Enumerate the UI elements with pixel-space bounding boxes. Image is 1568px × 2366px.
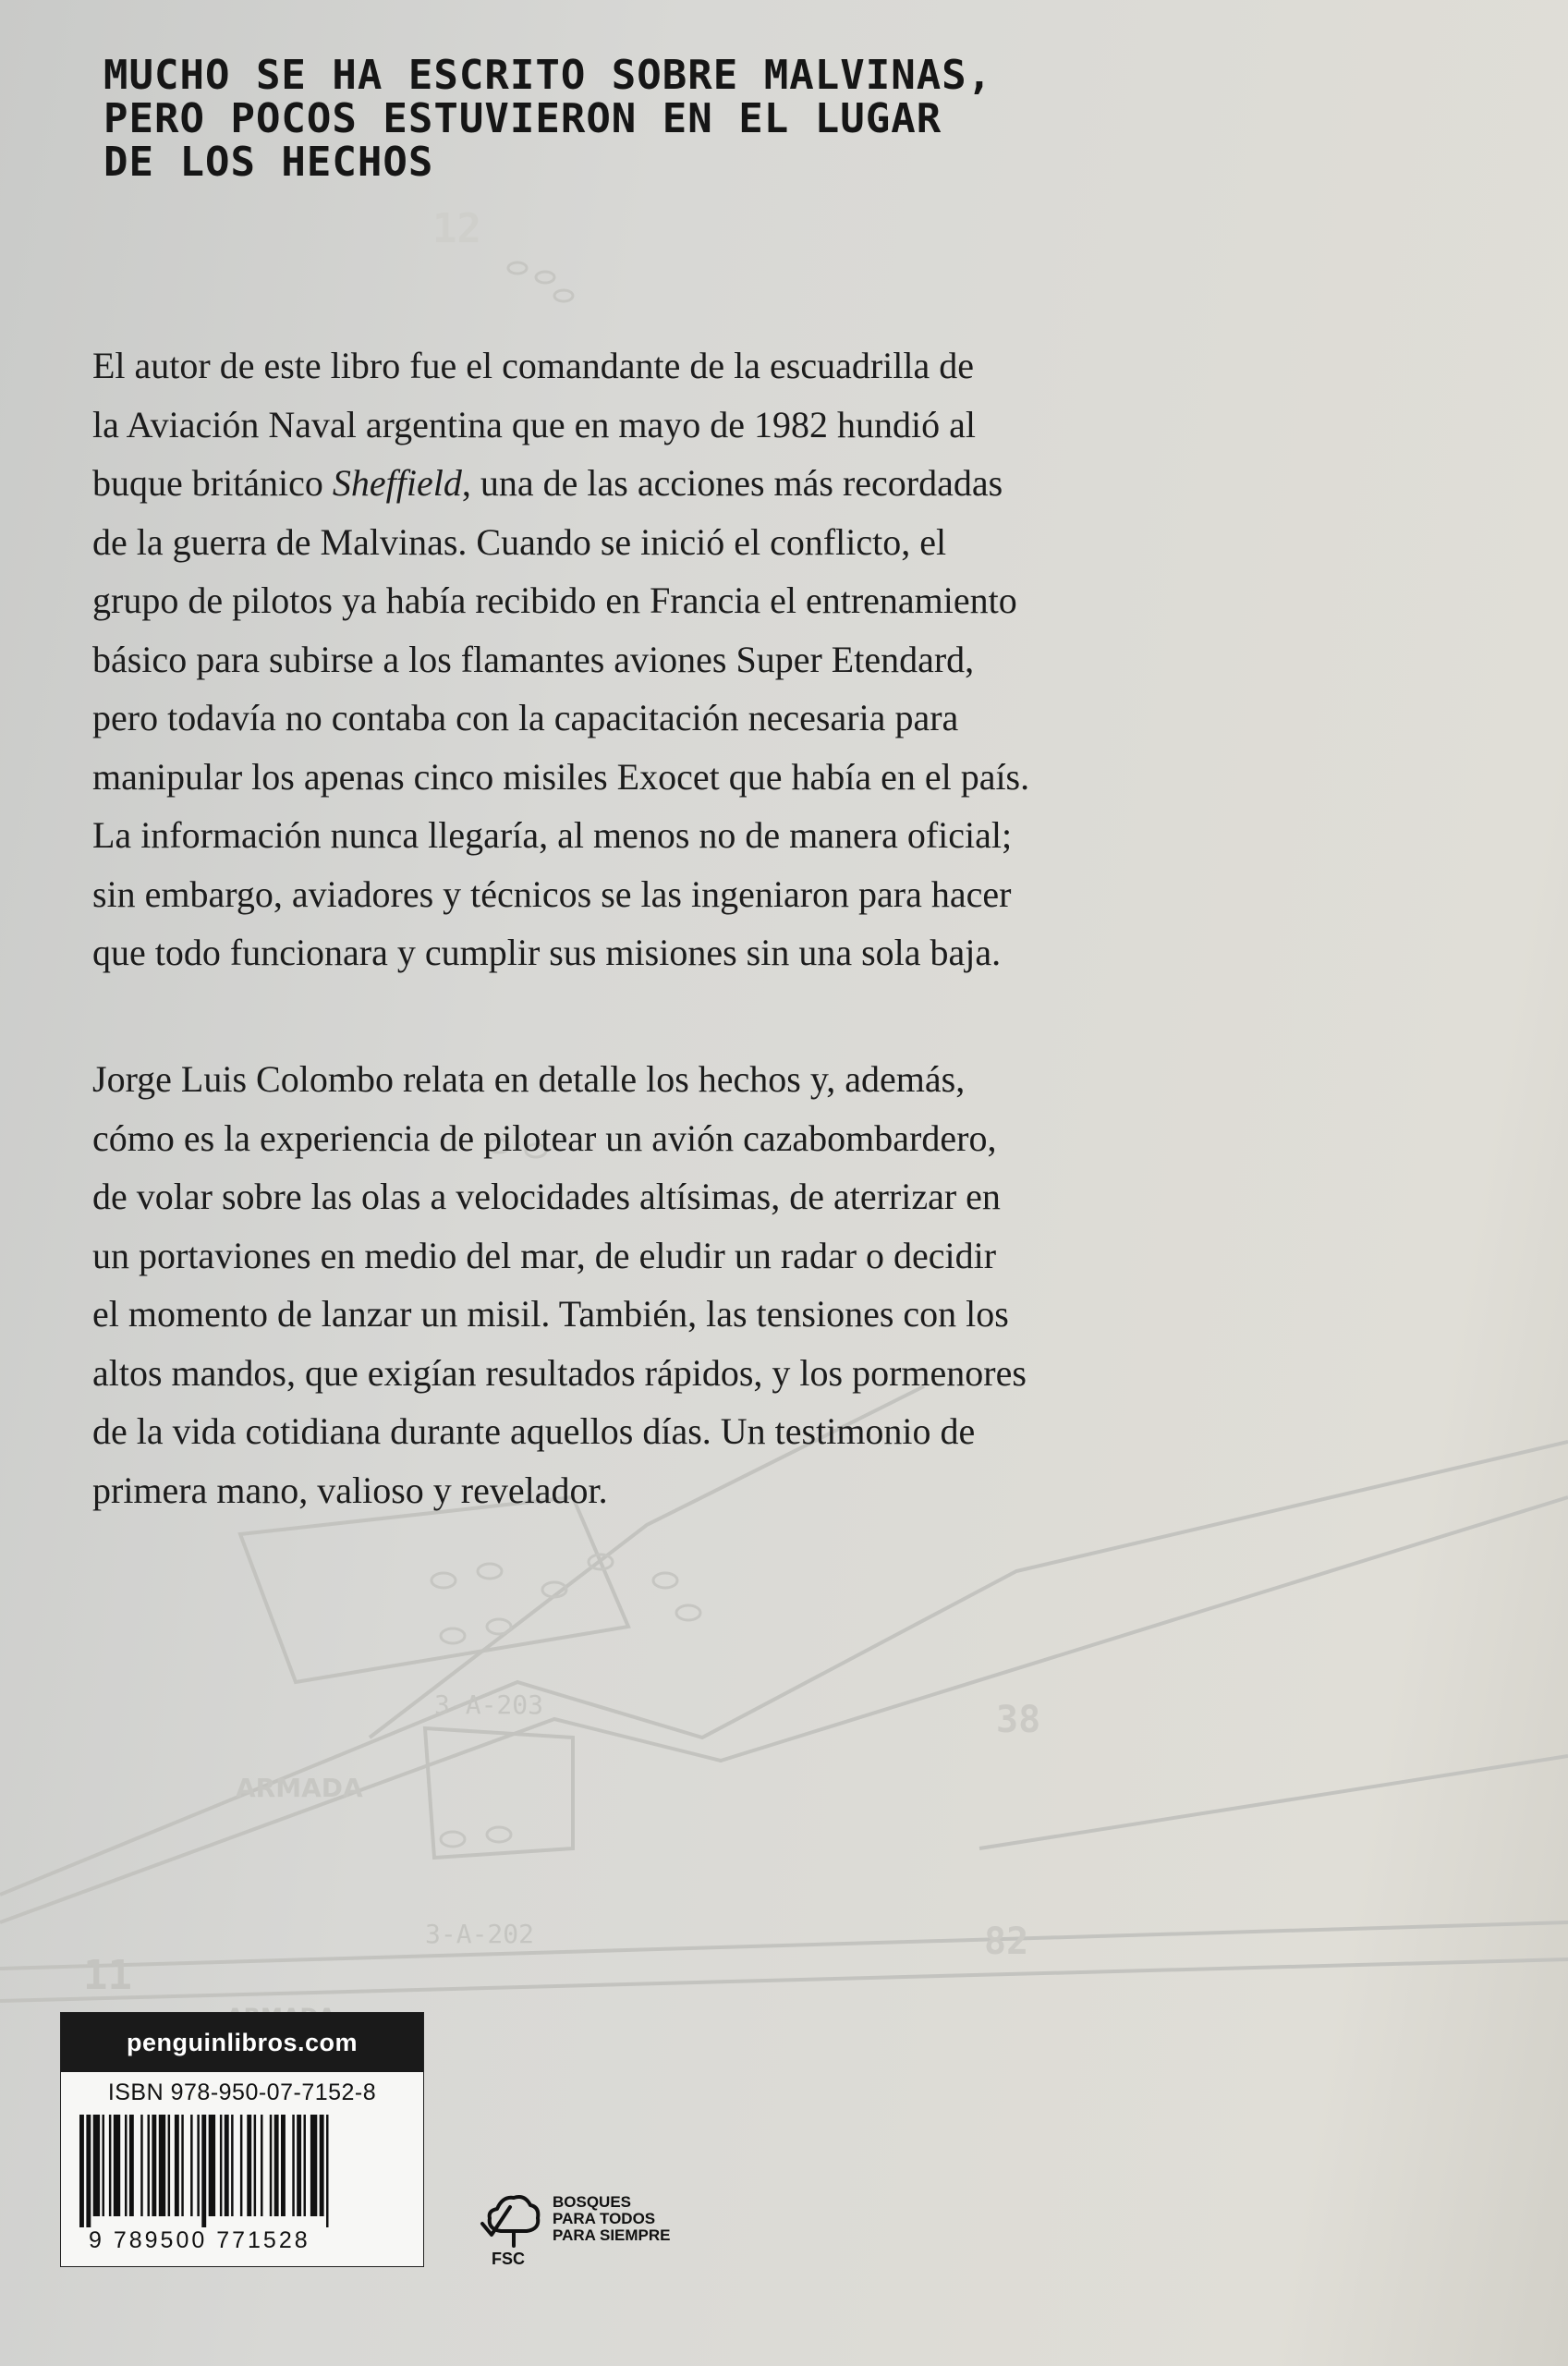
tagline-line: PERO POCOS ESTUVIERON EN EL LUGAR: [103, 95, 942, 142]
barcode-bar: [297, 2115, 301, 2216]
text-segment: , una de las acciones más recordadas: [461, 462, 1003, 504]
watermark-label: 3-A-203: [434, 1689, 544, 1720]
isbn-barcode-label: [60, 2012, 424, 2267]
paragraph-line: de la vida cotidiana durante aquellos días. Un testimonio de: [92, 1410, 976, 1452]
barcode-bar: [247, 2115, 251, 2216]
barcode-bars: [76, 2115, 408, 2227]
barcode-bar: [326, 2115, 329, 2227]
barcode-bar: [125, 2115, 128, 2216]
barcode-bar: [240, 2115, 243, 2216]
barcode-bar: [86, 2115, 91, 2227]
barcode-bar: [175, 2115, 179, 2216]
barcode-bar: [152, 2115, 156, 2216]
paragraph-line: [92, 454, 1183, 513]
fsc-slogan-line: BOSQUES: [553, 2193, 632, 2211]
paragraph-line: de volar sobre las olas a velocidades altísimas, de aterrizar en: [92, 1176, 1001, 1217]
paragraph-line: La información nunca llegaría, al menos no de manera oficial;: [92, 814, 1013, 856]
barcode-bar: [109, 2115, 112, 2216]
tagline-heading: [103, 54, 1120, 184]
ship-name-italic: Sheffield: [332, 462, 462, 504]
paragraph-line: que todo funcionara y cumplir sus misiones sin una sola baja.: [92, 932, 1002, 973]
paragraph-line: altos mandos, que exigían resultados rápidos, y los pormenores: [92, 1351, 1027, 1394]
barcode-bar: [197, 2115, 200, 2216]
barcode-bar: [103, 2115, 105, 2216]
tagline-line: DE LOS HECHOS: [103, 139, 434, 186]
barcode-bar: [201, 2115, 206, 2227]
paragraph-line: la Aviación Naval argentina que en mayo de 1982 hundió al: [92, 403, 977, 445]
barcode-bar: [148, 2115, 151, 2216]
barcode-bar: [274, 2115, 279, 2216]
paragraph-line: un portaviones en medio del mar, de eludir un radar o decidir: [92, 1234, 997, 1276]
barcode-bar: [225, 2115, 229, 2216]
watermark-label: 12: [432, 205, 481, 252]
watermark-label: 11: [83, 1952, 132, 1999]
paragraph-line: pero todavía no contaba con la capacitación necesaria para: [92, 697, 959, 738]
tree-check-icon: [479, 2192, 548, 2253]
barcode-bar: [168, 2115, 171, 2216]
barcode-bar: [270, 2115, 273, 2216]
paragraph-line: Jorge Luis Colombo relata en detalle los hechos y, además,: [92, 1058, 966, 1100]
barcode-bar: [114, 2115, 120, 2216]
paragraph-line: manipular los apenas cinco misiles Exocet que había en el país.: [92, 755, 1030, 798]
barcode-bar: [281, 2115, 286, 2216]
barcode-bar: [254, 2115, 257, 2216]
fsc-label: FSC: [492, 2250, 525, 2268]
barcode-bar: [181, 2115, 184, 2216]
fsc-slogan-line: PARA SIEMPRE: [553, 2226, 671, 2244]
barcode-bar: [79, 2115, 84, 2227]
barcode-bar: [129, 2115, 134, 2216]
paragraph-line: cómo es la experiencia de pilotear un avión cazabombardero,: [92, 1116, 997, 1159]
synopsis-paragraph-2: [92, 1050, 1183, 1519]
barcode-bar: [231, 2115, 234, 2216]
paragraph-line: el momento de lanzar un misil. También, las tensiones con los: [92, 1293, 1009, 1335]
paragraph-line: sin embargo, aviadores y técnicos se las ingeniaron para hacer: [92, 872, 1012, 915]
watermark-label: 3-A-202: [425, 1919, 535, 1949]
isbn-number: ISBN 978-950-07-7152-8: [107, 2079, 377, 2105]
barcode-bar: [159, 2115, 165, 2216]
paragraph-line: básico para subirse a los flamantes aviones Super Etendard,: [92, 638, 975, 680]
barcode-bar: [261, 2115, 263, 2216]
barcode-bar: [93, 2115, 100, 2216]
barcode-bar: [320, 2115, 324, 2216]
tagline-line: MUCHO SE HA ESCRITO SOBRE MALVINAS,: [103, 52, 993, 99]
paragraph-line: El autor de este libro fue el comandante de la escuadrilla de: [92, 345, 975, 386]
watermark-label: 82: [984, 1921, 1029, 1963]
barcode-bar: [292, 2115, 295, 2216]
fsc-slogan-line: PARA TODOS: [553, 2210, 656, 2227]
barcode-bar: [140, 2115, 143, 2216]
barcode-bar: [209, 2115, 215, 2216]
text-segment: buque británico: [92, 462, 333, 504]
synopsis-paragraph-1: [92, 336, 1183, 982]
barcode-bar: [220, 2115, 223, 2216]
watermark-label: 38: [996, 1699, 1041, 1741]
barcode-bar: [310, 2115, 317, 2216]
barcode-bar: [190, 2115, 193, 2216]
paragraph-line: grupo de pilotos ya había recibido en Francia el entrenamiento: [92, 579, 1017, 621]
paragraph-line: primera mano, valioso y revelador.: [92, 1469, 608, 1511]
watermark-label: ARMADA: [236, 1773, 363, 1803]
publisher-url: penguinlibros.com: [61, 2013, 423, 2072]
paragraph-line: de la guerra de Malvinas. Cuando se inició el conflicto, el: [92, 520, 947, 563]
fsc-slogan: [553, 2194, 671, 2244]
fsc-logo: [479, 2192, 719, 2275]
barcode-digits: 9 789500 771528: [89, 2227, 310, 2253]
barcode-bar: [304, 2115, 307, 2216]
